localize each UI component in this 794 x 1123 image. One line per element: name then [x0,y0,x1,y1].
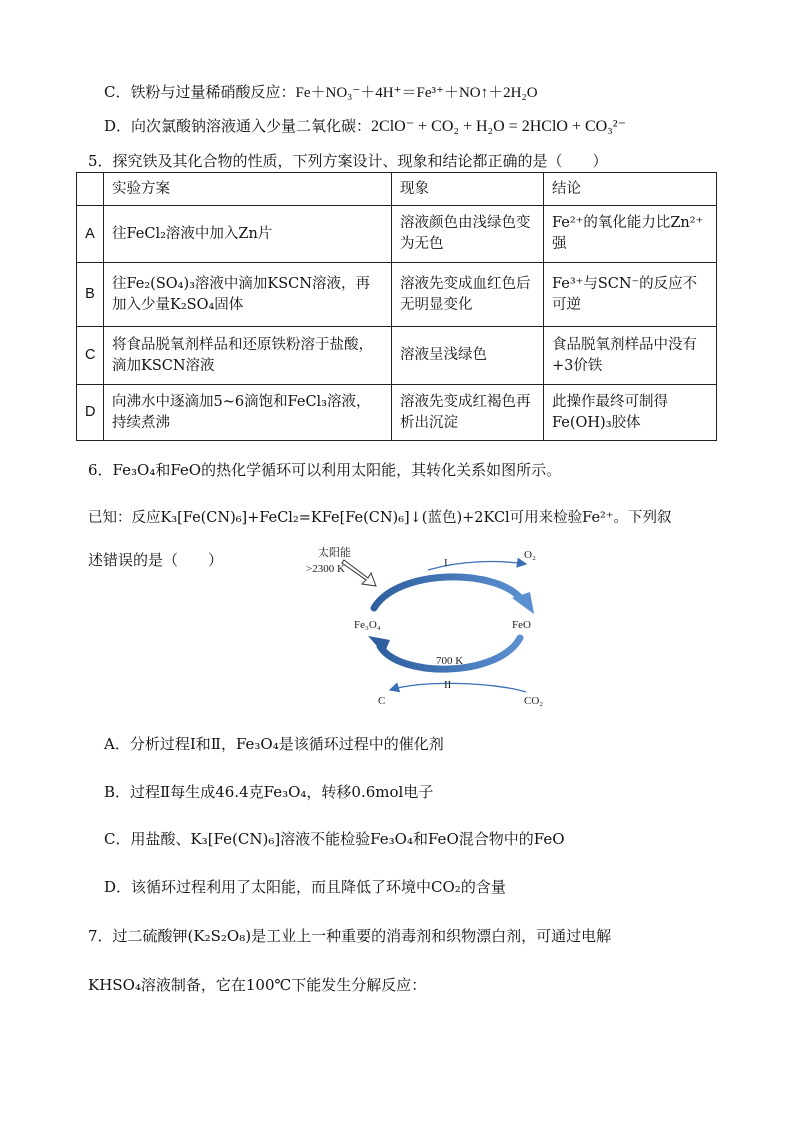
q4-option-d-equation: 2ClO⁻ + CO₂ + H₂O = 2HClO + CO₃²⁻ [371,118,627,135]
feo-label: FeO [512,619,531,631]
q6-given-tail: 述错误的是（ ） [88,551,224,569]
thermochemical-cycle-diagram [298,542,568,714]
q6-stem: 6．Fe₃O₄和FeO的热化学循环可以利用太阳能，其转化关系如图所示。 [88,461,562,479]
q5-header-blank [77,173,104,206]
fe3o4-label: Fe₃O₄ [354,619,381,631]
temp-label-low: 700 K [436,655,464,667]
q5-header-phenomenon: 现象 [392,173,544,206]
q7-line-1: 7．过二硫酸钾(K₂S₂O₈)是工业上一种重要的消毒剂和织物漂白剂，可通过电解 [88,927,612,945]
q4-option-c-text: C．铁粉与过量稀硝酸反应： [104,83,296,101]
table-row [77,206,717,263]
row-label: B [77,263,104,327]
q7-line-2: KHSO₄溶液制备，它在100℃下能发生分解反应： [88,976,427,994]
table-row [77,385,717,441]
temp-label-high: >2300 K [306,563,345,575]
upper-cycle-arrow [374,577,522,608]
row-phenomenon: 溶液先变成红褐色再析出沉淀 [392,385,544,441]
q4-option-c [104,82,538,103]
q5-stem: 5．探究铁及其化合物的性质，下列方案设计、现象和结论都正确的是（ ） [88,152,608,170]
o2-label: O₂ [524,549,536,561]
q4-option-c-equation: Fe＋NO₃⁻＋4H⁺＝Fe³⁺＋NO↑＋2H₂O [295,85,538,101]
q5-header-plan: 实验方案 [104,173,392,206]
row-plan: 将食品脱氧剂样品和还原铁粉溶于盐酸，滴加KSCN溶液 [104,327,392,385]
q5-table-header-row [77,173,717,206]
c-label: C [378,695,386,707]
row-conclusion: 此操作最终可制得Fe(OH)₃胶体 [544,385,717,441]
q4-option-d [104,116,626,137]
q6-option-a: A．分析过程Ⅰ和Ⅱ，Fe₃O₄是该循环过程中的催化剂 [104,735,444,753]
q4-option-d-text: D．向次氯酸钠溶液通入少量二氧化碳： [104,117,372,135]
o2-branch-arrow [428,562,526,570]
co2-label: CO₂ [524,695,544,707]
q6-option-d: D．该循环过程利用了太阳能，而且降低了环境中CO₂的含量 [104,878,506,896]
row-plan: 向沸水中逐滴加5~6滴饱和FeCl₃溶液，持续煮沸 [104,385,392,441]
cycle-svg [298,542,568,714]
q5-header-conclusion: 结论 [544,173,717,206]
row-conclusion: 食品脱氧剂样品中没有+3价铁 [544,327,717,385]
q6-given: 已知：反应K₃[Fe(CN)₆]+FeCl₂=KFe[Fe(CN)₆]↓(蓝色)+2KCl可用来检验Fe²⁺。下列叙 [88,510,672,526]
q6-option-b: B．过程Ⅱ每生成46.4克Fe₃O₄，转移0.6mol电子 [104,783,434,801]
table-row [77,327,717,385]
row-phenomenon: 溶液先变成血红色后无明显变化 [392,263,544,327]
row-phenomenon: 溶液颜色由浅绿色变为无色 [392,206,544,263]
solar-energy-arrow [342,560,376,586]
row-plan: 往FeCl₂溶液中加入Zn片 [104,206,392,263]
q6-option-c: C．用盐酸、K₃[Fe(CN)₆]溶液不能检验Fe₃O₄和FeO混合物中的FeO [104,830,565,848]
co2-branch-arrow [390,683,526,692]
row-conclusion: Fe²⁺的氧化能力比Zn²⁺强 [544,206,717,263]
row-conclusion: Fe³⁺与SCN⁻的反应不可逆 [544,263,717,327]
row-label: D [77,385,104,441]
q5-table [76,172,717,441]
table-row [77,263,717,327]
sun-label: 太阳能 [318,547,351,559]
process-1-label: I [444,557,448,569]
row-label: C [77,327,104,385]
row-label: A [77,206,104,263]
process-2-label: II [444,679,452,691]
row-plan: 往Fe₂(SO₄)₃溶液中滴加KSCN溶液，再加入少量K₂SO₄固体 [104,263,392,327]
row-phenomenon: 溶液呈浅绿色 [392,327,544,385]
